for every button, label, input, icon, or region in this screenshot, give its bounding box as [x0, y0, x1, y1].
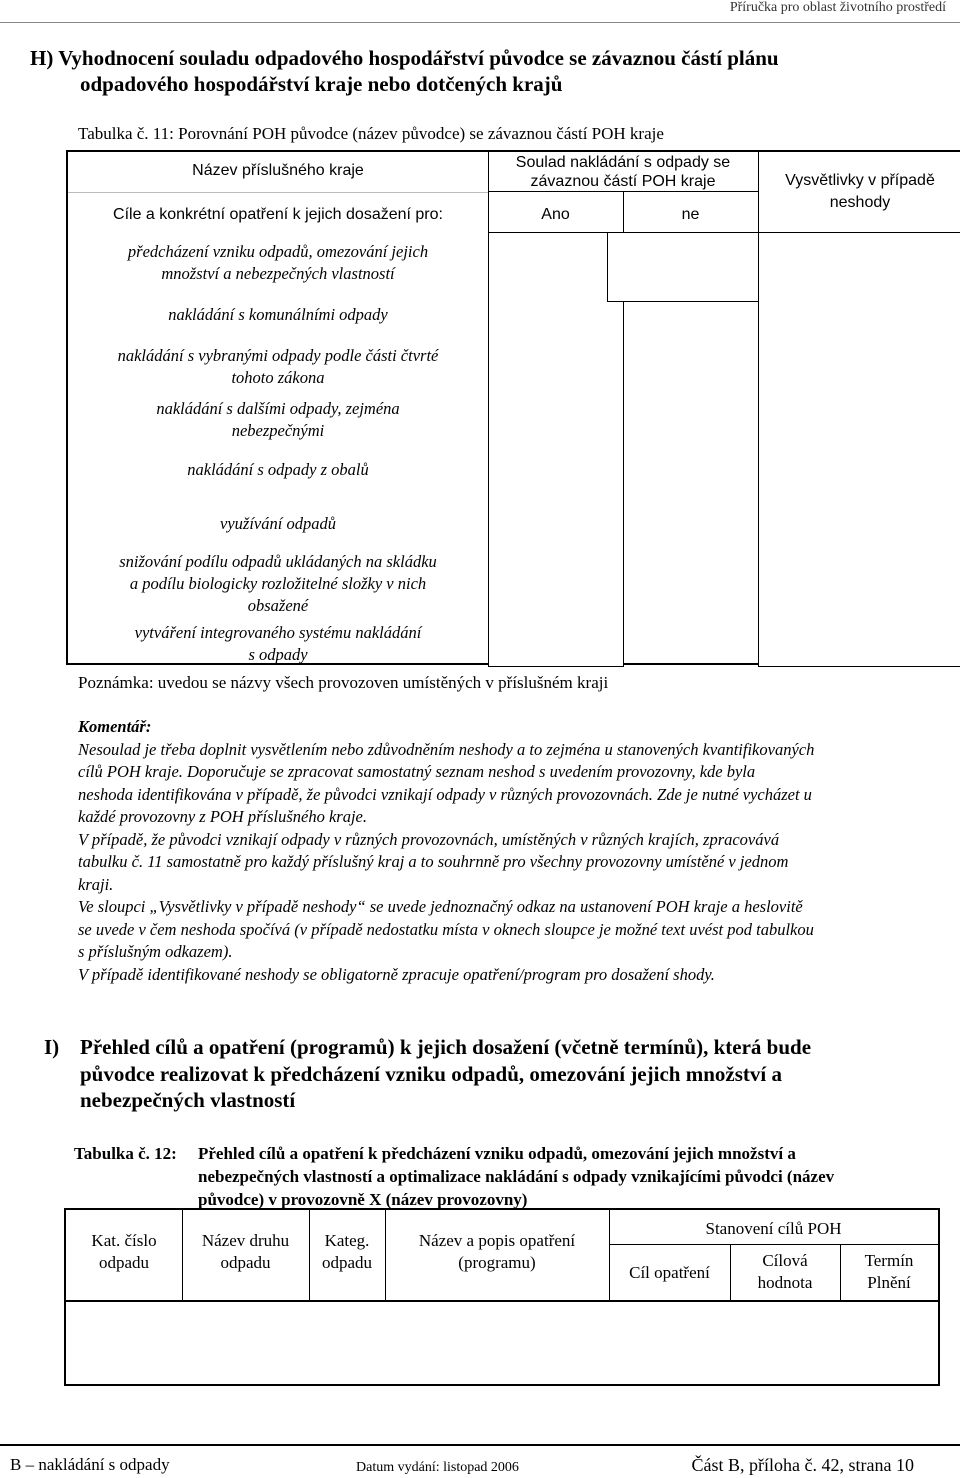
row-label: nakládání s komunálními odpady	[168, 305, 388, 324]
row-label: nakládání s vybranými odpady podle části čtvrté tohoto zákona	[117, 346, 439, 387]
footer-center: Datum vydání: listopad 2006	[356, 1460, 519, 1475]
section-i-title-line: původce realizovat k předcházení vzniku odpadů, omezování jejich množství a	[80, 1061, 782, 1086]
table12-caption	[198, 1142, 950, 1211]
caption-line: původce) v provozovně X (název provozovny)	[198, 1190, 528, 1209]
section-h-title-line1: H) Vyhodnocení souladu odpadového hospodářství původce se závaznou částí plánu	[30, 46, 779, 70]
col-target-value: Cílová hodnota	[757, 1251, 813, 1292]
col-yes-header: Ano	[541, 206, 570, 223]
section-i-title	[80, 1034, 950, 1114]
caption-line: Přehled cílů a opatření k předcházení vzniku odpadů, omezování jejich množství a	[198, 1144, 796, 1163]
col-compliance-header-l2: závaznou částí POH kraje	[530, 173, 716, 190]
col-notes-header-l2: neshody	[829, 194, 891, 211]
row-label: nakládání s odpady z obalů	[187, 460, 369, 479]
col-waste-name: Název druhu odpadu	[201, 1231, 290, 1272]
running-header: Příručka pro oblast životního prostředí	[729, 0, 946, 15]
col-deadline: Termín Plnění	[864, 1251, 914, 1292]
comment-text: Nesoulad je třeba doplnit vysvětlením nebo zdůvodněním neshody a to zejména u stanovených kvantifikovaných	[78, 739, 815, 759]
table11-note: Poznámka: uvedou se názvy všech provozoven umístěných v příslušném kraji	[78, 673, 609, 692]
table-12	[64, 1208, 940, 1302]
caption-line: nebezpečných vlastností a optimalizace nakládání s odpady vznikajícími původci (název	[198, 1167, 835, 1186]
footer-divider	[0, 1444, 960, 1446]
col-measure: Název a popis opatření (programu)	[418, 1231, 576, 1272]
table11-caption: Tabulka č. 11: Porovnání POH původce (název původce) se závaznou částí POH kraje	[78, 124, 664, 143]
footer-right: Část B, příloha č. 42, strana 10	[691, 1455, 914, 1475]
section-i-label: I)	[44, 1035, 60, 1059]
comment-title: Komentář:	[78, 717, 152, 736]
comment-text: cílů POH kraje. Doporučuje se zpracovat samostatný seznam neshod s uvedením provozovny, kde byla	[78, 762, 756, 781]
comment-text: V případě identifikované neshody se obligatorně zpracuje opatření/program pro dosažení shody.	[78, 964, 715, 984]
col-compliance-header-l1: Soulad nakládání s odpady se	[515, 154, 731, 171]
row-label: snižování podílu odpadů ukládaných na skládku a podílu biologicky rozložitelné složky v nich obsažené	[119, 552, 437, 615]
comment-text: Ve sloupci „Vysvětlivky v případě neshody“ se uvede jednoznačný odkaz na ustanovení POH kraje a heslovitě	[78, 897, 803, 916]
row-label: nakládání s dalšími odpady, zejména nebezpečnými	[156, 399, 400, 440]
grid-line	[68, 192, 488, 193]
row-label: vytváření integrovaného systému nakládání s odpady	[134, 623, 422, 664]
col-waste-code: Kat. číslo odpadu	[91, 1231, 157, 1272]
comment-text: tabulku č. 11 samostatně pro každý příslušný kraj a to souhrnně pro všechny provozovny umístěné v jednom	[78, 852, 789, 871]
col-no-header: ne	[681, 206, 700, 223]
col-region-header: Název příslušného kraje	[192, 162, 364, 179]
col-goal: Cíl opatření	[629, 1263, 710, 1282]
table12-caption-label: Tabulka č. 12:	[74, 1144, 177, 1163]
comment-text: s příslušným odkazem).	[78, 942, 233, 961]
no-cell-box	[607, 232, 759, 302]
comment-text: neshoda identifikována v případě, že původci vznikají odpady v různých provozovnách. Zde je nutné vycházet u	[78, 784, 812, 804]
comment-block	[78, 716, 950, 986]
section-i-title-line: Přehled cílů a opatření (programů) k jejich dosažení (včetně termínů), která bude	[80, 1035, 812, 1059]
comment-text: každé provozovny z POH příslušného kraje.	[78, 807, 368, 826]
section-i-title-line: nebezpečných vlastností	[80, 1088, 296, 1112]
row-label: předcházení vzniku odpadů, omezování jejich množství a nebezpečných vlastností	[127, 242, 429, 283]
row-label: využívání odpadů	[220, 514, 336, 533]
row-goals-label: Cíle a konkrétní opatření k jejich dosažení pro:	[113, 206, 443, 223]
footer-left: B – nakládání s odpady	[10, 1455, 170, 1474]
comment-text: se uvede v čem neshoda spočívá (v případě nedostatku místa v oknech sloupce je možné text uvést pod tabulkou	[78, 919, 814, 939]
notes-cell-column	[758, 232, 960, 667]
grid-line	[758, 152, 759, 233]
col-group-goals: Stanovení cílů POH	[705, 1219, 842, 1238]
col-waste-category: Kateg. odpadu	[321, 1231, 373, 1272]
col-notes-header-l1: Vysvětlivky v případě	[785, 172, 935, 189]
grid-line	[609, 1244, 938, 1245]
comment-text: V případě, že původci vznikají odpady v různých provozovnách, umístěných v různých krajích, zpracovává	[78, 829, 780, 849]
section-h-title-line2: odpadového hospodářství kraje nebo dotčených krajů	[80, 72, 563, 96]
table-11	[66, 150, 960, 665]
header-divider	[0, 22, 960, 23]
table12-body	[64, 1300, 940, 1386]
grid-line	[488, 191, 758, 192]
comment-text: kraji.	[78, 874, 114, 894]
yes-cell-column	[488, 232, 624, 667]
